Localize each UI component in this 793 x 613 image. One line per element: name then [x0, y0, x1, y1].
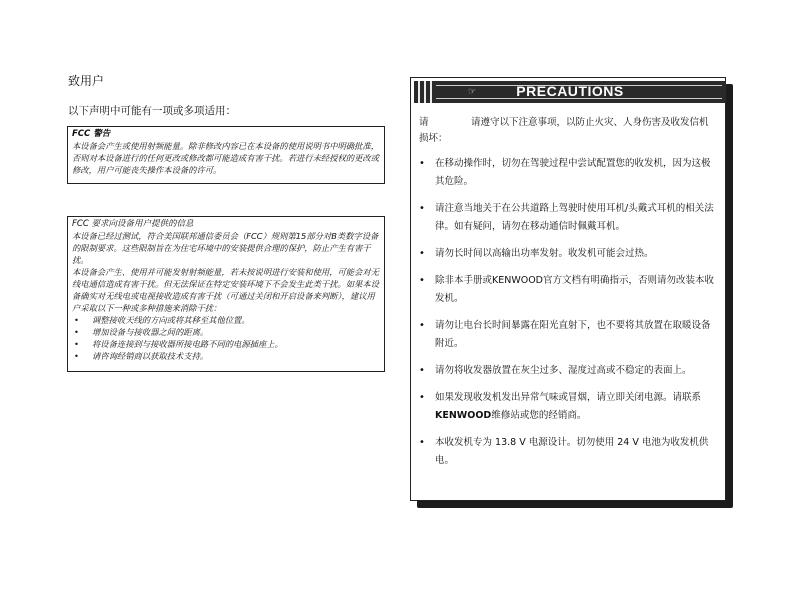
intro-text: 请遵守以下注意事项，以防止火灾、人身伤害及收发信机损坏：	[419, 117, 709, 144]
intro-lead: 请	[419, 117, 429, 128]
page-title: 致用户	[68, 74, 105, 88]
list-item: • 在移动操作时，切勿在驾驶过程中尝试配置您的收发机，因为这极其危险。	[419, 155, 715, 191]
fcc-info-box	[67, 216, 385, 372]
fcc-warning-box	[67, 126, 385, 184]
fcc-info-title: FCC 要求向设备用户提供的信息	[72, 219, 194, 229]
fcc-info-para1: 本设备已经过测试，符合美国联邦通信委员会（FCC）规则第15部分对B类数字设备的限制要求。这些限制旨在为住宅环境中的安装提供合理的保护，防止产生有害干扰。	[72, 231, 379, 265]
list-item: • 请注意当地关于在公共道路上驾驶时使用耳机/头戴式耳机的相关法律。如有疑问，请勿在移动通信时佩戴耳机。	[419, 200, 715, 236]
item-text-post: 维修站或您的经销商。	[491, 410, 587, 421]
precautions-panel	[410, 77, 734, 509]
fcc-measures-list	[72, 314, 380, 362]
list-item: • 请勿让电台长时间暴露在阳光直射下，也不要将其放置在取暖设备附近。	[419, 317, 715, 353]
fcc-warning-title: FCC 警告	[72, 129, 111, 139]
list-item: • 调整接收天线的方向或将其移至其他位置。	[72, 314, 380, 326]
precautions-header-bar	[414, 81, 726, 103]
list-item: • 请咨询经销商以获取技术支持。	[72, 350, 380, 362]
list-item: • 请勿长时间以高输出功率发射。收发机可能会过热。	[419, 245, 715, 263]
list-item: • 请勿将收发器放置在灰尘过多、湿度过高或不稳定的表面上。	[419, 362, 715, 380]
list-item: • 除非本手册或KENWOOD官方文档有明确指示，否则请勿改装本收发机。	[419, 272, 715, 308]
precautions-intro	[419, 115, 715, 147]
list-item: • 增加设备与接收器之间的距离。	[72, 326, 380, 338]
item-text-pre: 如果发现收发机发出异常气味或冒烟，请立即关闭电源。请联系	[435, 392, 702, 403]
fcc-warning-text: 本设备会产生或使用射频能量。除非修改内容已在本设备的使用说明书中明确批准，否则对本设备进行的任何更改或修改都可能造成有害干扰。若进行未经授权的更改或修改，用户可能丧失操作本设备的许可。	[72, 141, 379, 175]
precautions-sheet	[410, 77, 726, 501]
hand-pointer-icon: ☞	[468, 87, 477, 97]
precautions-list	[419, 155, 715, 479]
precautions-header: PRECAUTIONS	[516, 83, 624, 99]
list-item: • 将设备连接到与接收器所接电路不同的电源插座上。	[72, 338, 380, 350]
brand-name: KENWOOD	[435, 410, 492, 421]
list-item: • 本收发机专为 13.8 V 电源设计。切勿使用 24 V 电池为收发机供电。	[419, 434, 715, 470]
list-item	[419, 389, 715, 425]
fcc-info-para2: 本设备会产生、使用并可能发射射频能量，若未按说明进行安装和使用，可能会对无线电通信造成有害干扰。但无法保证在特定安装环境下不会发生此类干扰。如果本设备确实对无线电或电视接收造成有害干扰（可通过关闭和开启设备来判断），建议用户采取以下一种或多种措施来消除干扰：	[72, 267, 379, 313]
page-subtitle: 以下声明中可能有一项或多项适用：	[68, 105, 236, 117]
